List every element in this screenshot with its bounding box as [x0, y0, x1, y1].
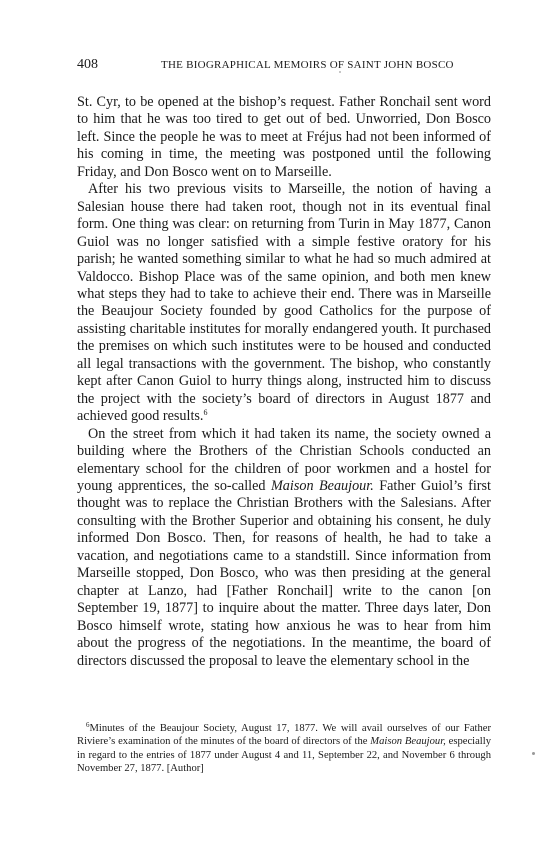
footnote-text-a: Minutes of the Beaujour Society, August 17, 1877. We will avail ourselves of our Father Riviere’s examination of the minutes of the board of directors of the — [77, 723, 491, 748]
scan-speck — [339, 71, 341, 73]
footnote — [77, 722, 491, 775]
paragraph-1: St. Cyr, to be opened at the bishop’s request. Father Ronchail sent word to him that he was too tired to get out of bed. Unworried, Don Bosco left. Since the people he was to meet at Fréjus had not been informed of his coming in time, the meeting was postponed until the following Friday, and Don Bosco went on to Marseille. — [77, 94, 491, 180]
paragraph-3-text-a: On the street from which it had taken its name, the society owned a building where the Brothers of the Christian Schools conducted an elementary school for the children of poor workmen and a hostel for young apprentices, the so-called — [77, 425, 491, 494]
paragraph-3-text-b: Father Guiol’s first thought was to replace the Christian Brothers with the Salesians. After consulting with the Brother Superior and obtaining his consent, he duly informed Don Bosco. Then, for reasons of health, he had to take a vacation, and negotiations came to a standstill. Since information from Marseille stopped, Don Bosco, who was then presiding at the general chapter at Lanzo, had [Father Ronchail] write to the canon [on September 19, 1877] to inquire about the matter. Three days later, Don Bosco himself wrote, stating how anxious he was to hear from him about the progress of the negotiations. In the meantime, the board of directors discussed the proposal to leave the elementary school in the — [77, 477, 491, 669]
body-text — [77, 94, 491, 670]
scan-speck — [532, 752, 535, 755]
paragraph-2-text: After his two previous visits to Marseille, the notion of having a Salesian house there had taken root, though not in its eventual final form. One thing was clear: on returning from Turin in May 1877, Canon Guiol was no longer satisfied with a simple festive oratory for his parish; he wanted something similar to what he had so much admired at Valdocco. Bishop Place was of the same opinion, and both men knew what steps they had to take to achieve their end. There was in Marseille the Beaujour Society founded by good Catholics for the purpose of assisting charitable institutes for morally endangered youth. It purchased the premises on which such institutes were to be housed and conducted all legal transactions with the government. The bishop, who constantly kept after Canon Guiol to hurry things along, instructed him to discuss the project with the society’s board of directors in August 1877 and achieved good results. — [77, 181, 491, 425]
running-title: THE BIOGRAPHICAL MEMOIRS OF SAINT JOHN BOSCO — [161, 59, 454, 71]
footnote-marker: 6 — [86, 721, 90, 729]
footnote-text-b: especially in regard to the entries of 1877 under August 4 and 11, September 22, and November 6 through November 27, 1877. [Author] — [77, 736, 491, 774]
paragraph-2 — [77, 181, 491, 425]
paragraph-3-emphasis: Maison Beaujour. — [270, 477, 374, 494]
page-header — [77, 57, 491, 73]
paragraph-3 — [77, 426, 491, 670]
footnote-reference: 6 — [203, 408, 208, 418]
page-number: 408 — [77, 57, 98, 72]
footnote-emphasis: Maison Beaujour, — [370, 736, 446, 748]
